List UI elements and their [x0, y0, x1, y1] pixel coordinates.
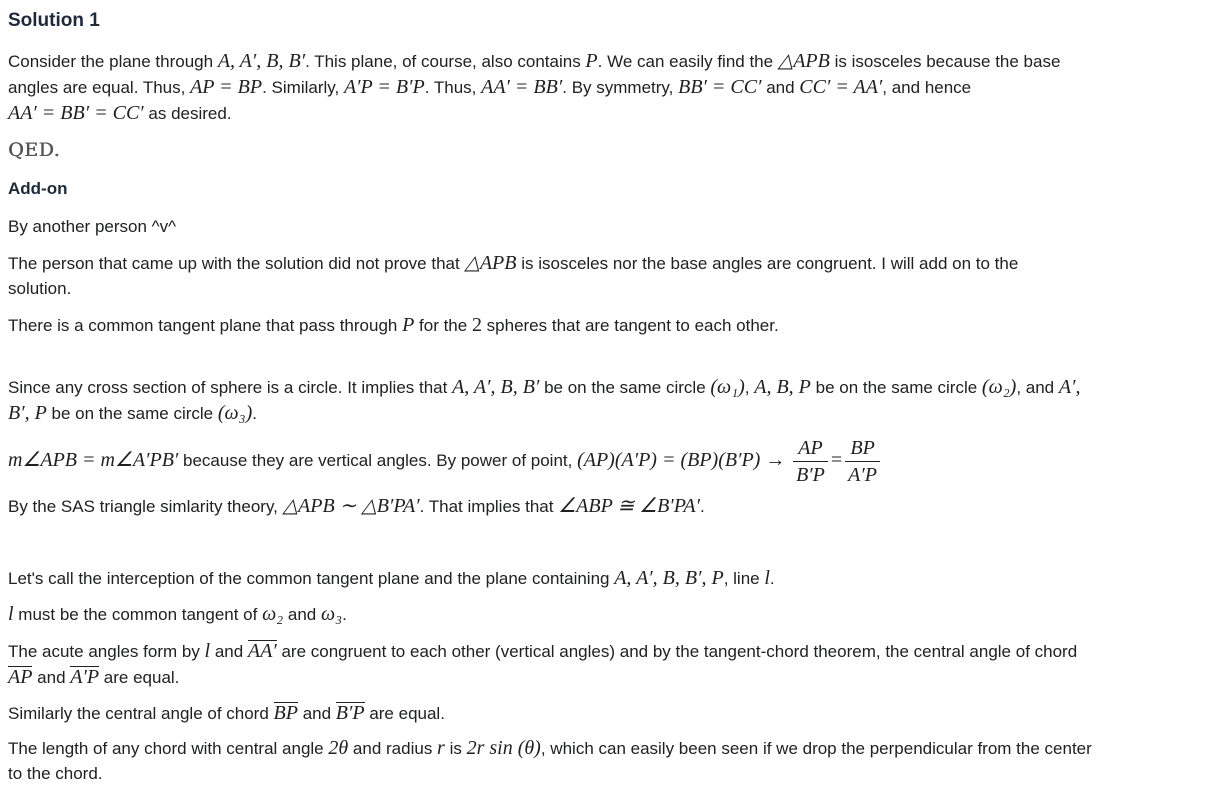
- addon-paragraph-6: Let's call the interception of the common tangent plane and the plane containing A, A′, B, B′, P, line l.: [8, 567, 775, 589]
- addon-paragraph-1-line-1: The person that came up with the solution did not prove that △APB is isosceles nor the base angles are congruent. I will add on to the: [8, 252, 1019, 274]
- qed-mark: QED.: [8, 139, 61, 161]
- addon-paragraph-9: Similarly the central angle of chord BP and B′P are equal.: [8, 702, 445, 724]
- addon-paragraph-1-line-2: solution.: [8, 279, 72, 298]
- solution-paragraph-line-1: Consider the plane through A, A′, B, B′. This plane, of course, also contains P. We can easily find the △APB is isosceles because the base: [8, 50, 1061, 72]
- addon-heading: Add-on: [8, 179, 68, 198]
- addon-paragraph-2: There is a common tangent plane that pass through P for the 2 spheres that are tangent to each other.: [8, 314, 779, 336]
- fraction-ap-over-bprime-p: $\frac{AP}{B'P}$: [793, 437, 828, 486]
- addon-paragraph-8-line-2: AP and A′P are equal.: [8, 666, 180, 688]
- fraction-bp-over-aprime-p: $\frac{BP}{A'P}$: [845, 437, 880, 486]
- addon-paragraph-8-line-1: The acute angles form by l and AA′ are congruent to each other (vertical angles) and by the tangent-chord theorem, the central angle of chord: [8, 640, 1078, 662]
- solution-heading: Solution 1: [8, 10, 100, 31]
- solution-paragraph-line-3: AA′ = BB′ = CC′ as desired.: [8, 102, 232, 124]
- addon-paragraph-3-line-2: B′, P be on the same circle (ω₃).: [8, 402, 257, 424]
- solution-paragraph-line-2: angles are equal. Thus, AP = BP. Similarly, A′P = B′P. Thus, AA′ = BB′. By symmetry, BB′ = CC′ and CC′ = AA′, and hence: [8, 76, 972, 98]
- addon-paragraph-7: l must be the common tangent of ω₂ and ω₃.: [8, 603, 347, 625]
- addon-paragraph-10-line-1: The length of any chord with central angle 2θ and radius r is 2r sin (θ), which can easily been seen if we drop the perpendicular from the center: [8, 737, 1092, 759]
- addon-paragraph-4: m∠APB = m∠A′PB′ because they are vertical angles. By power of point, (AP)(A′P) = (BP)(B′P) → $\frac{AP}{B'P}$ = $\frac{BP}{A'P}$: [8, 432, 883, 488]
- addon-paragraph-10-line-2: to the chord.: [8, 764, 103, 783]
- addon-byline: By another person ^v^: [8, 217, 177, 236]
- addon-paragraph-3-line-1: Since any cross section of sphere is a circle. It implies that A, A′, B, B′ be on the same circle (ω₁), A, B, P be on the same circle (ω₂), and A′,: [8, 376, 1081, 398]
- addon-paragraph-5: By the SAS triangle simlarity theory, △APB ∼ △B′PA′. That implies that ∠ABP ≅ ∠B′PA′.: [8, 495, 705, 517]
